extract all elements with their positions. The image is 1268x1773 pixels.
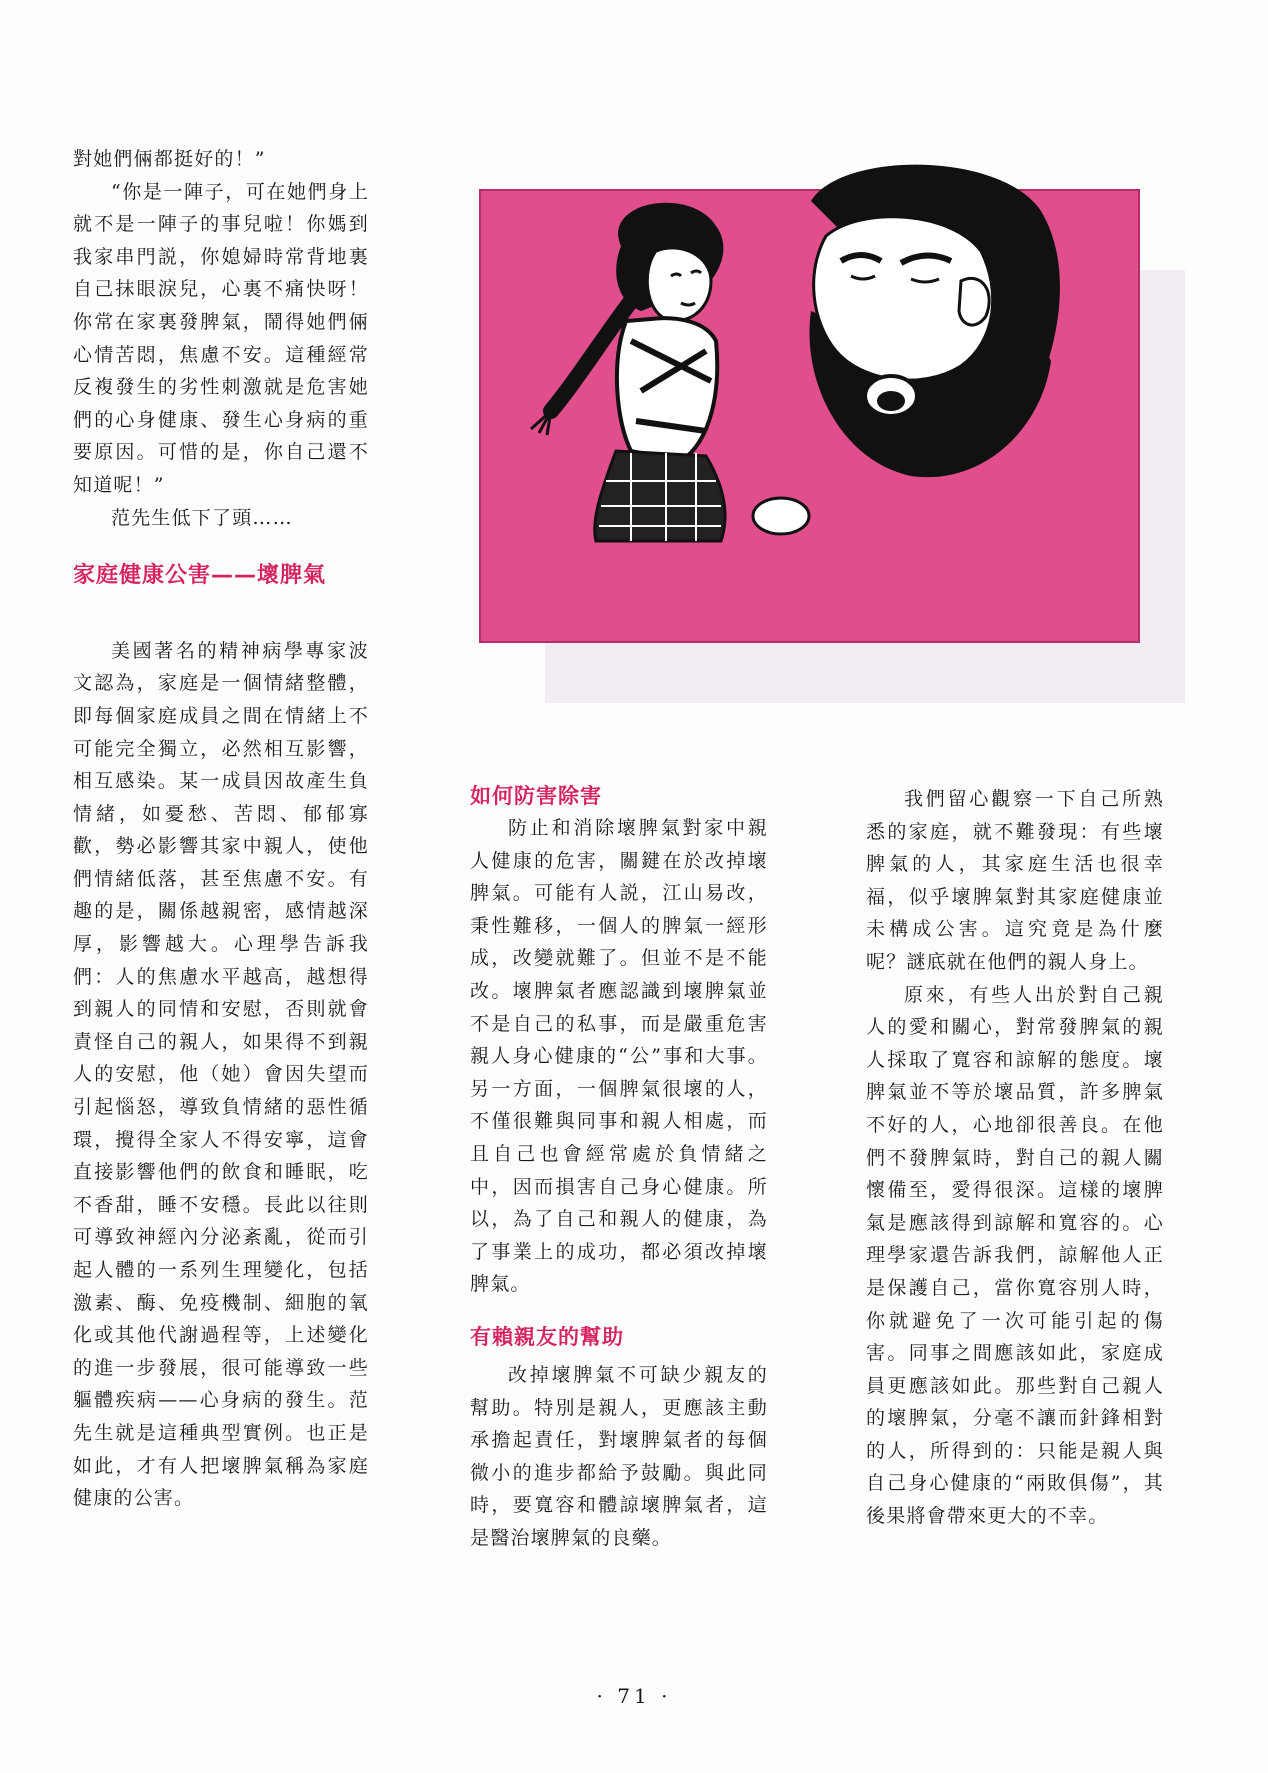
paragraph: 范先生低下了頭…… xyxy=(111,506,293,529)
section-heading: 家庭健康公害——壞脾氣 xyxy=(73,563,327,589)
page-number: · 71 · xyxy=(596,1684,672,1708)
paragraph: 對她們倆都挺好的！” xyxy=(73,148,266,170)
paragraph: “你是一陣子，可在她們身上就不是一陣子的事兒啦！你媽到我家串門説，你媳婦時常背地裏自己抹眼淚兒，心裏不痛快呀！你常在家裏發脾氣，鬧得她們倆心情苦悶，焦慮不安。這種經常反複發生的劣性刺激就是危害她們的心身健康、發生心身病的重要原因。可惜的是，你自己還不知道呢！” xyxy=(73,180,369,496)
girl-face xyxy=(647,248,711,321)
paragraph: 原來，有些人出於對自己親人的愛和關心，對常發脾氣的親人採取了寬容和諒解的態度。壞脾氣並不等於壞品質，許多脾氣不好的人，心地卻很善良。在他們不發脾氣時，對自己的親人關懷備至，愛得很深。這樣的壞脾氣是應該得到諒解和寬容的。心理學家還告訴我們，諒解他人正是保護自己，當你寬容別人時，你就避免了一次可能引起的傷害。同事之間應該如此，家庭成員更應該如此。那些對自己親人的壞脾氣，分毫不讓而針鋒相對的人，所得到的：只能是親人與自己身心健康的“兩敗俱傷”，其後果將會帶來更大的不幸。 xyxy=(866,983,1164,1528)
paragraph: 我們留心觀察一下自己所熟悉的家庭，就不難發現：有些壞脾氣的人，其家庭生活也很幸福，似乎壞脾氣對其家庭健康並未構成公害。這究竟是為什麼呢？謎底就在他們的親人身上。 xyxy=(866,788,1164,973)
illustration xyxy=(479,189,1140,643)
sub-heading: 如何防害除害 xyxy=(470,784,602,808)
paragraph: 美國著名的精神病學專家波文認為，家庭是一個情緒整體，即每個家庭成員之間在情緒上不可能完全獨立，必然相互影響，相互感染。某一成員因故產生負情緒，如憂愁、苦悶、郁郁寡歡，勢必影響其家中親人，使他們情緒低落，甚至焦慮不安。有趣的是，關係越親密，感情越深厚，影響越大。心理學告訴我們：人的焦慮水平越高，越想得到親人的同情和安慰，否則就會責怪自己的親人，如果得不到親人的安慰，他（她）會因失望而引起惱怒，導致負情緒的惡性循環，攪得全家人不得安寧，這會直接影響他們的飲食和睡眠，吃不香甜，睡不安穩。長此以往則可導致神經內分泌紊亂，從而引起人體的一系列生理變化，包括激素、酶、免疫機制、細胞的氧化或其他代謝過程等，上述變化的進一步發展，很可能導致一些軀體疾病——心身病的發生。范先生就是這種典型實例。也正是如此，才有人把壞脾氣稱為家庭健康的公害。 xyxy=(73,639,369,1510)
right-column xyxy=(866,783,1164,1533)
girl-legs xyxy=(595,451,725,541)
man-figure xyxy=(809,165,1059,478)
man-ear xyxy=(959,278,989,325)
girl-foot xyxy=(753,498,809,534)
middle-column xyxy=(470,780,768,1554)
sub-heading: 有賴親友的幫助 xyxy=(470,1324,624,1349)
left-column xyxy=(73,143,369,1515)
paragraph: 改掉壞脾氣不可缺少親友的幫助。特別是親人，更應該主動承擔起責任，對壞脾氣者的每個微小的進步都給予鼓勵。與此同時，要寬容和體諒壞脾氣者，這是醫治壞脾氣的良藥。 xyxy=(470,1363,768,1549)
paragraph: 防止和消除壞脾氣對家中親人健康的危害，關鍵在於改掉壞脾氣。可能有人説，江山易改，秉性難移，一個人的脾氣一經形成，改變就難了。但並不是不能改。壞脾氣者應認識到壞脾氣並不是自己的私事，而是嚴重危害親人身心健康的“公”事和大事。另一方面，一個脾氣很壞的人，不僅很難與同事和親人相處，而且自己也會經常處於負情緒之中，因而損害自己身心健康。所以，為了自己和親人的健康，為了事業上的成功，都必須改掉壞脾氣。 xyxy=(470,817,768,1296)
girl-figure xyxy=(531,203,809,541)
